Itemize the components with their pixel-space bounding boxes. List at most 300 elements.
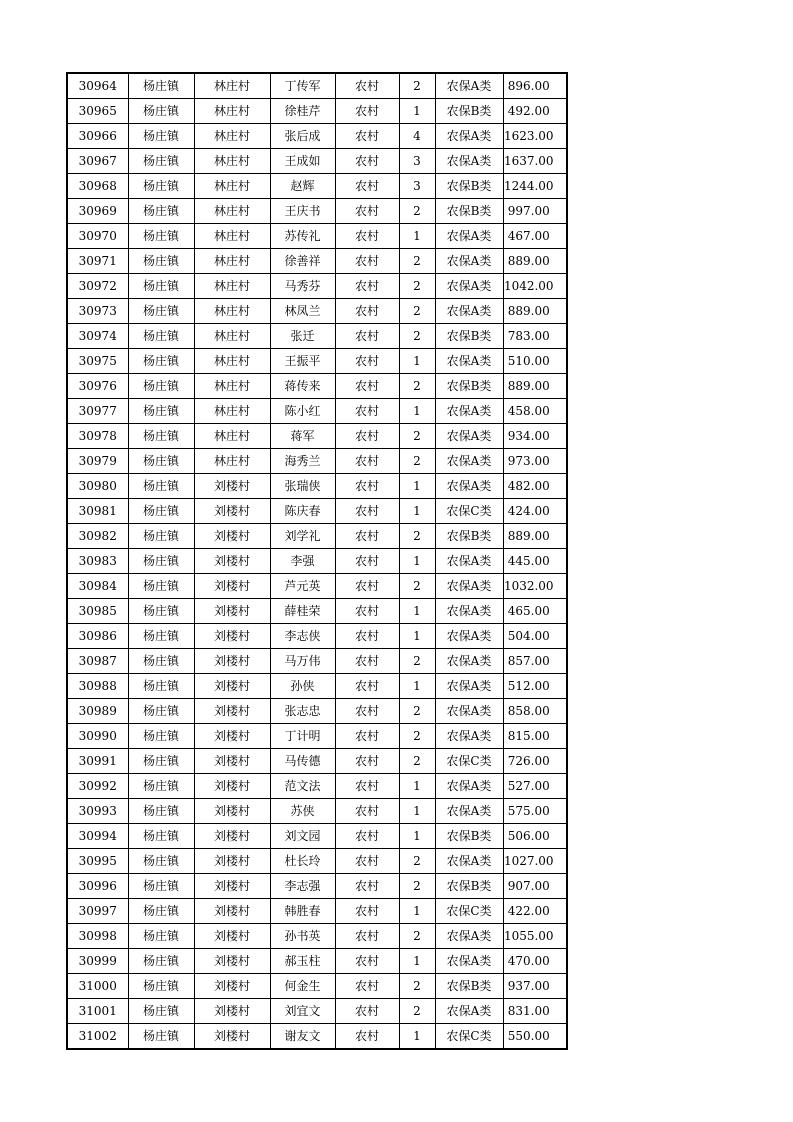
name-cell: 张瑞侠 — [270, 474, 335, 499]
household-size-cell: 2 — [399, 374, 435, 399]
town-cell: 杨庄镇 — [128, 649, 194, 674]
data-table — [66, 72, 568, 1050]
village-cell: 林庄村 — [194, 424, 270, 449]
amount-cell: 458.00 — [503, 399, 567, 424]
category-cell: 农保A类 — [435, 424, 503, 449]
household-size-cell: 4 — [399, 124, 435, 149]
area-type-cell: 农村 — [335, 949, 399, 974]
area-type-cell: 农村 — [335, 224, 399, 249]
table-row — [67, 599, 567, 624]
record-id-cell: 30971 — [67, 249, 128, 274]
household-size-cell: 1 — [399, 799, 435, 824]
village-cell: 林庄村 — [194, 124, 270, 149]
category-cell: 农保A类 — [435, 849, 503, 874]
area-type-cell: 农村 — [335, 874, 399, 899]
household-size-cell: 2 — [399, 649, 435, 674]
town-cell: 杨庄镇 — [128, 424, 194, 449]
village-cell: 刘楼村 — [194, 774, 270, 799]
name-cell: 蒋军 — [270, 424, 335, 449]
amount-cell: 815.00 — [503, 724, 567, 749]
area-type-cell: 农村 — [335, 424, 399, 449]
household-size-cell: 2 — [399, 999, 435, 1024]
area-type-cell: 农村 — [335, 73, 399, 99]
village-cell: 刘楼村 — [194, 574, 270, 599]
household-size-cell: 2 — [399, 699, 435, 724]
amount-cell: 934.00 — [503, 424, 567, 449]
village-cell: 刘楼村 — [194, 874, 270, 899]
table-row — [67, 149, 567, 174]
category-cell: 农保A类 — [435, 599, 503, 624]
household-size-cell: 1 — [399, 99, 435, 124]
household-size-cell: 1 — [399, 599, 435, 624]
area-type-cell: 农村 — [335, 499, 399, 524]
category-cell: 农保A类 — [435, 73, 503, 99]
record-id-cell: 30993 — [67, 799, 128, 824]
area-type-cell: 农村 — [335, 899, 399, 924]
household-size-cell: 2 — [399, 324, 435, 349]
amount-cell: 470.00 — [503, 949, 567, 974]
table-row — [67, 299, 567, 324]
table-body — [67, 73, 567, 1049]
town-cell: 杨庄镇 — [128, 624, 194, 649]
name-cell: 孙侠 — [270, 674, 335, 699]
record-id-cell: 30980 — [67, 474, 128, 499]
area-type-cell: 农村 — [335, 124, 399, 149]
area-type-cell: 农村 — [335, 299, 399, 324]
table-row — [67, 649, 567, 674]
record-id-cell: 30968 — [67, 174, 128, 199]
village-cell: 刘楼村 — [194, 524, 270, 549]
village-cell: 刘楼村 — [194, 924, 270, 949]
table-row — [67, 474, 567, 499]
household-size-cell: 1 — [399, 399, 435, 424]
town-cell: 杨庄镇 — [128, 449, 194, 474]
town-cell: 杨庄镇 — [128, 824, 194, 849]
name-cell: 马万伟 — [270, 649, 335, 674]
category-cell: 农保A类 — [435, 399, 503, 424]
household-size-cell: 1 — [399, 549, 435, 574]
table-row — [67, 899, 567, 924]
village-cell: 刘楼村 — [194, 949, 270, 974]
table-row — [67, 574, 567, 599]
category-cell: 农保C类 — [435, 899, 503, 924]
village-cell: 刘楼村 — [194, 899, 270, 924]
name-cell: 丁传军 — [270, 73, 335, 99]
household-size-cell: 3 — [399, 149, 435, 174]
amount-cell: 575.00 — [503, 799, 567, 824]
table-row — [67, 1024, 567, 1050]
name-cell: 林凤兰 — [270, 299, 335, 324]
village-cell: 刘楼村 — [194, 749, 270, 774]
amount-cell: 973.00 — [503, 449, 567, 474]
area-type-cell: 农村 — [335, 349, 399, 374]
area-type-cell: 农村 — [335, 824, 399, 849]
record-id-cell: 30997 — [67, 899, 128, 924]
table-row — [67, 99, 567, 124]
amount-cell: 465.00 — [503, 599, 567, 624]
household-size-cell: 1 — [399, 674, 435, 699]
amount-cell: 889.00 — [503, 524, 567, 549]
household-size-cell: 2 — [399, 199, 435, 224]
village-cell: 林庄村 — [194, 274, 270, 299]
name-cell: 马秀芬 — [270, 274, 335, 299]
table-row — [67, 774, 567, 799]
household-size-cell: 1 — [399, 899, 435, 924]
village-cell: 刘楼村 — [194, 599, 270, 624]
town-cell: 杨庄镇 — [128, 849, 194, 874]
table-row — [67, 949, 567, 974]
record-id-cell: 30974 — [67, 324, 128, 349]
category-cell: 农保A类 — [435, 699, 503, 724]
village-cell: 刘楼村 — [194, 799, 270, 824]
name-cell: 蒋传来 — [270, 374, 335, 399]
village-cell: 刘楼村 — [194, 1024, 270, 1050]
town-cell: 杨庄镇 — [128, 724, 194, 749]
table-row — [67, 624, 567, 649]
area-type-cell: 农村 — [335, 174, 399, 199]
household-size-cell: 2 — [399, 749, 435, 774]
household-size-cell: 2 — [399, 299, 435, 324]
area-type-cell: 农村 — [335, 149, 399, 174]
name-cell: 海秀兰 — [270, 449, 335, 474]
name-cell: 李强 — [270, 549, 335, 574]
town-cell: 杨庄镇 — [128, 349, 194, 374]
village-cell: 林庄村 — [194, 374, 270, 399]
category-cell: 农保B类 — [435, 324, 503, 349]
village-cell: 刘楼村 — [194, 474, 270, 499]
category-cell: 农保A类 — [435, 624, 503, 649]
amount-cell: 857.00 — [503, 649, 567, 674]
household-size-cell: 3 — [399, 174, 435, 199]
amount-cell: 896.00 — [503, 73, 567, 99]
name-cell: 王成如 — [270, 149, 335, 174]
area-type-cell: 农村 — [335, 99, 399, 124]
town-cell: 杨庄镇 — [128, 374, 194, 399]
town-cell: 杨庄镇 — [128, 499, 194, 524]
village-cell: 刘楼村 — [194, 624, 270, 649]
table-row — [67, 724, 567, 749]
name-cell: 刘学礼 — [270, 524, 335, 549]
amount-cell: 907.00 — [503, 874, 567, 899]
village-cell: 刘楼村 — [194, 649, 270, 674]
amount-cell: 422.00 — [503, 899, 567, 924]
village-cell: 刘楼村 — [194, 724, 270, 749]
household-size-cell: 2 — [399, 874, 435, 899]
town-cell: 杨庄镇 — [128, 874, 194, 899]
category-cell: 农保B类 — [435, 374, 503, 399]
record-id-cell: 30996 — [67, 874, 128, 899]
household-size-cell: 2 — [399, 449, 435, 474]
town-cell: 杨庄镇 — [128, 799, 194, 824]
category-cell: 农保A类 — [435, 574, 503, 599]
name-cell: 张志忠 — [270, 699, 335, 724]
category-cell: 农保A类 — [435, 274, 503, 299]
amount-cell: 482.00 — [503, 474, 567, 499]
record-id-cell: 30988 — [67, 674, 128, 699]
village-cell: 刘楼村 — [194, 549, 270, 574]
area-type-cell: 农村 — [335, 474, 399, 499]
table-row — [67, 374, 567, 399]
town-cell: 杨庄镇 — [128, 174, 194, 199]
town-cell: 杨庄镇 — [128, 224, 194, 249]
category-cell: 农保B类 — [435, 199, 503, 224]
amount-cell: 1027.00 — [503, 849, 567, 874]
name-cell: 谢友文 — [270, 1024, 335, 1050]
record-id-cell: 30965 — [67, 99, 128, 124]
household-size-cell: 1 — [399, 474, 435, 499]
village-cell: 林庄村 — [194, 249, 270, 274]
record-id-cell: 30992 — [67, 774, 128, 799]
village-cell: 林庄村 — [194, 224, 270, 249]
category-cell: 农保A类 — [435, 774, 503, 799]
area-type-cell: 农村 — [335, 799, 399, 824]
category-cell: 农保A类 — [435, 449, 503, 474]
town-cell: 杨庄镇 — [128, 999, 194, 1024]
area-type-cell: 农村 — [335, 449, 399, 474]
name-cell: 范文法 — [270, 774, 335, 799]
village-cell: 林庄村 — [194, 299, 270, 324]
name-cell: 陈庆春 — [270, 499, 335, 524]
household-size-cell: 2 — [399, 424, 435, 449]
household-size-cell: 1 — [399, 1024, 435, 1050]
town-cell: 杨庄镇 — [128, 749, 194, 774]
town-cell: 杨庄镇 — [128, 899, 194, 924]
table-row — [67, 449, 567, 474]
category-cell: 农保A类 — [435, 349, 503, 374]
record-id-cell: 30966 — [67, 124, 128, 149]
village-cell: 刘楼村 — [194, 999, 270, 1024]
name-cell: 张后成 — [270, 124, 335, 149]
record-id-cell: 30998 — [67, 924, 128, 949]
household-size-cell: 1 — [399, 499, 435, 524]
name-cell: 苏侠 — [270, 799, 335, 824]
area-type-cell: 农村 — [335, 924, 399, 949]
area-type-cell: 农村 — [335, 724, 399, 749]
area-type-cell: 农村 — [335, 599, 399, 624]
name-cell: 徐桂芹 — [270, 99, 335, 124]
amount-cell: 858.00 — [503, 699, 567, 724]
record-id-cell: 30987 — [67, 649, 128, 674]
village-cell: 林庄村 — [194, 149, 270, 174]
table-row — [67, 849, 567, 874]
record-id-cell: 30975 — [67, 349, 128, 374]
town-cell: 杨庄镇 — [128, 274, 194, 299]
amount-cell: 492.00 — [503, 99, 567, 124]
table-row — [67, 324, 567, 349]
village-cell: 林庄村 — [194, 324, 270, 349]
name-cell: 薛桂荣 — [270, 599, 335, 624]
amount-cell: 467.00 — [503, 224, 567, 249]
table-row — [67, 349, 567, 374]
town-cell: 杨庄镇 — [128, 299, 194, 324]
name-cell: 李志侠 — [270, 624, 335, 649]
household-size-cell: 1 — [399, 224, 435, 249]
household-size-cell: 2 — [399, 724, 435, 749]
record-id-cell: 30982 — [67, 524, 128, 549]
amount-cell: 1042.00 — [503, 274, 567, 299]
town-cell: 杨庄镇 — [128, 324, 194, 349]
town-cell: 杨庄镇 — [128, 599, 194, 624]
amount-cell: 889.00 — [503, 299, 567, 324]
record-id-cell: 30994 — [67, 824, 128, 849]
household-size-cell: 1 — [399, 824, 435, 849]
town-cell: 杨庄镇 — [128, 249, 194, 274]
village-cell: 林庄村 — [194, 73, 270, 99]
household-size-cell: 2 — [399, 249, 435, 274]
amount-cell: 1032.00 — [503, 574, 567, 599]
category-cell: 农保B类 — [435, 524, 503, 549]
household-size-cell: 2 — [399, 974, 435, 999]
table-row — [67, 124, 567, 149]
category-cell: 农保A类 — [435, 924, 503, 949]
record-id-cell: 31001 — [67, 999, 128, 1024]
amount-cell: 831.00 — [503, 999, 567, 1024]
amount-cell: 445.00 — [503, 549, 567, 574]
table-row — [67, 73, 567, 99]
household-size-cell: 2 — [399, 924, 435, 949]
table-row — [67, 274, 567, 299]
record-id-cell: 30990 — [67, 724, 128, 749]
record-id-cell: 30976 — [67, 374, 128, 399]
category-cell: 农保A类 — [435, 724, 503, 749]
household-size-cell: 2 — [399, 274, 435, 299]
town-cell: 杨庄镇 — [128, 549, 194, 574]
record-id-cell: 30969 — [67, 199, 128, 224]
amount-cell: 1637.00 — [503, 149, 567, 174]
village-cell: 林庄村 — [194, 99, 270, 124]
area-type-cell: 农村 — [335, 524, 399, 549]
table-row — [67, 399, 567, 424]
record-id-cell: 30970 — [67, 224, 128, 249]
category-cell: 农保A类 — [435, 474, 503, 499]
amount-cell: 424.00 — [503, 499, 567, 524]
name-cell: 陈小红 — [270, 399, 335, 424]
area-type-cell: 农村 — [335, 274, 399, 299]
area-type-cell: 农村 — [335, 249, 399, 274]
table-row — [67, 874, 567, 899]
village-cell: 林庄村 — [194, 399, 270, 424]
area-type-cell: 农村 — [335, 374, 399, 399]
record-id-cell: 30991 — [67, 749, 128, 774]
record-id-cell: 30985 — [67, 599, 128, 624]
area-type-cell: 农村 — [335, 849, 399, 874]
table-row — [67, 549, 567, 574]
town-cell: 杨庄镇 — [128, 474, 194, 499]
town-cell: 杨庄镇 — [128, 574, 194, 599]
record-id-cell: 30989 — [67, 699, 128, 724]
household-size-cell: 2 — [399, 574, 435, 599]
record-id-cell: 30973 — [67, 299, 128, 324]
area-type-cell: 农村 — [335, 974, 399, 999]
name-cell: 张迁 — [270, 324, 335, 349]
area-type-cell: 农村 — [335, 674, 399, 699]
household-size-cell: 1 — [399, 949, 435, 974]
category-cell: 农保A类 — [435, 149, 503, 174]
category-cell: 农保B类 — [435, 174, 503, 199]
record-id-cell: 30978 — [67, 424, 128, 449]
village-cell: 林庄村 — [194, 199, 270, 224]
table-row — [67, 249, 567, 274]
category-cell: 农保A类 — [435, 799, 503, 824]
village-cell: 林庄村 — [194, 449, 270, 474]
name-cell: 刘文园 — [270, 824, 335, 849]
town-cell: 杨庄镇 — [128, 124, 194, 149]
amount-cell: 783.00 — [503, 324, 567, 349]
category-cell: 农保A类 — [435, 674, 503, 699]
category-cell: 农保B类 — [435, 99, 503, 124]
town-cell: 杨庄镇 — [128, 73, 194, 99]
town-cell: 杨庄镇 — [128, 199, 194, 224]
record-id-cell: 30964 — [67, 73, 128, 99]
town-cell: 杨庄镇 — [128, 524, 194, 549]
name-cell: 孙书英 — [270, 924, 335, 949]
amount-cell: 506.00 — [503, 824, 567, 849]
amount-cell: 726.00 — [503, 749, 567, 774]
category-cell: 农保A类 — [435, 249, 503, 274]
household-size-cell: 1 — [399, 774, 435, 799]
record-id-cell: 30967 — [67, 149, 128, 174]
village-cell: 刘楼村 — [194, 824, 270, 849]
table-row — [67, 499, 567, 524]
category-cell: 农保A类 — [435, 949, 503, 974]
table-row — [67, 199, 567, 224]
amount-cell: 889.00 — [503, 374, 567, 399]
table-row — [67, 224, 567, 249]
village-cell: 林庄村 — [194, 349, 270, 374]
table-row — [67, 999, 567, 1024]
record-id-cell: 30981 — [67, 499, 128, 524]
town-cell: 杨庄镇 — [128, 674, 194, 699]
category-cell: 农保C类 — [435, 499, 503, 524]
household-size-cell: 1 — [399, 624, 435, 649]
amount-cell: 510.00 — [503, 349, 567, 374]
category-cell: 农保B类 — [435, 874, 503, 899]
town-cell: 杨庄镇 — [128, 99, 194, 124]
town-cell: 杨庄镇 — [128, 399, 194, 424]
name-cell: 丁计明 — [270, 724, 335, 749]
table-row — [67, 799, 567, 824]
village-cell: 刘楼村 — [194, 499, 270, 524]
table-row — [67, 824, 567, 849]
table-row — [67, 674, 567, 699]
category-cell: 农保A类 — [435, 224, 503, 249]
category-cell: 农保B类 — [435, 824, 503, 849]
amount-cell: 527.00 — [503, 774, 567, 799]
name-cell: 苏传礼 — [270, 224, 335, 249]
record-id-cell: 30983 — [67, 549, 128, 574]
town-cell: 杨庄镇 — [128, 924, 194, 949]
name-cell: 何金生 — [270, 974, 335, 999]
record-id-cell: 30972 — [67, 274, 128, 299]
name-cell: 赵辉 — [270, 174, 335, 199]
category-cell: 农保A类 — [435, 549, 503, 574]
name-cell: 刘宜文 — [270, 999, 335, 1024]
town-cell: 杨庄镇 — [128, 974, 194, 999]
town-cell: 杨庄镇 — [128, 699, 194, 724]
name-cell: 徐善祥 — [270, 249, 335, 274]
record-id-cell: 30984 — [67, 574, 128, 599]
record-id-cell: 30999 — [67, 949, 128, 974]
category-cell: 农保A类 — [435, 649, 503, 674]
household-size-cell: 2 — [399, 524, 435, 549]
amount-cell: 504.00 — [503, 624, 567, 649]
town-cell: 杨庄镇 — [128, 1024, 194, 1050]
category-cell: 农保B类 — [435, 974, 503, 999]
area-type-cell: 农村 — [335, 999, 399, 1024]
name-cell: 芦元英 — [270, 574, 335, 599]
record-id-cell: 30979 — [67, 449, 128, 474]
village-cell: 刘楼村 — [194, 849, 270, 874]
